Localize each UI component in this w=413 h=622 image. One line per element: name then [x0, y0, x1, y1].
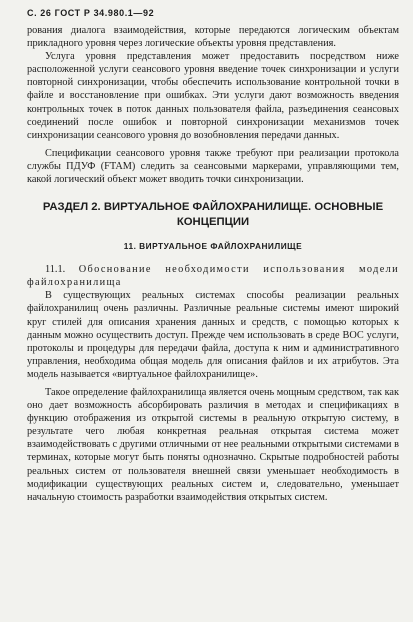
paragraph-presentation-service: Услуга уровня представления может предоставить посредством ниже расположенной услуги сеансового уровня введение точек синхронизации и услуги повторной синхронизации, чтобы обеспечить использование контрольной точки в файле и восстановление при ошибках. Эти услуги дают возможность введения контрольных точек в поток данных пользователя файла, разъединения сеансовых соединений после ошибок и повторной синхронизации механизмов точек синхронизации сеансового уровня до возобновления передачи данных.	[27, 51, 399, 141]
subsection-title: 11. ВИРТУАЛЬНОЕ ФАЙЛОХРАНИЛИЩЕ	[123, 241, 303, 252]
paragraph-session-specs: Спецификации сеансового уровня также требуют при реализации протокола службы ПДУФ (FTAM) следить за сеансовыми маркерами, управляющими тем, какой логический объект может вводить точки синхронизации.	[27, 147, 399, 186]
clause-title: Обоснование необходимости использования модели файлохранилища	[27, 264, 399, 289]
section-title: РАЗДЕЛ 2. ВИРТУАЛЬНОЕ ФАЙЛОХРАНИЛИЩЕ. ОСНОВНЫЕ КОНЦЕПЦИИ	[42, 201, 384, 229]
page-header: С. 26 ГОСТ Р 34.980.1—92	[27, 8, 155, 18]
paragraph-real-filestores: В существующих реальных системах способы реализации реальных файлохранилищ очень различны. Различные реальные системы имеют широкий круг стилей для описания хранения данных и средств, с помощью которых к данным можно осуществить доступ. Прежде чем использовать в среде ВОС услуги, протоколы и процедуры для передачи файла, доступа к ним и административного управления, необходима общая модель для описания файлов и их атрибутов. Эта модель называется «виртуальное файлохранилище».	[27, 290, 399, 380]
paragraph-definition-power: Такое определение файлохранилища является очень мощным средством, так как оно дает возможность абсорбировать различия в методах и спецификациях в функцию отображения из открытой системы в реальную открытую систему, в результате чего любая конкретная реальная открытая система может взаимодействовать с другими отличными от нее реальными открытыми системами в терминах, которые могут быть поняты однозначно. Скрытые подробностей работы реальных систем от пользователя внешней связи уменьшает необходимость в модификации существующих реальных систем и, следовательно, уменьшает начальную стоимость разработки взаимодействия открытых систем.	[27, 386, 399, 503]
clause-heading	[27, 263, 399, 289]
paragraph-dialog-continuation: рования диалога взаимодействия, которые передаются логическим объектам прикладного уровня через логические объекты уровня представления.	[27, 25, 399, 50]
clause-number: 11.1.	[45, 264, 66, 276]
